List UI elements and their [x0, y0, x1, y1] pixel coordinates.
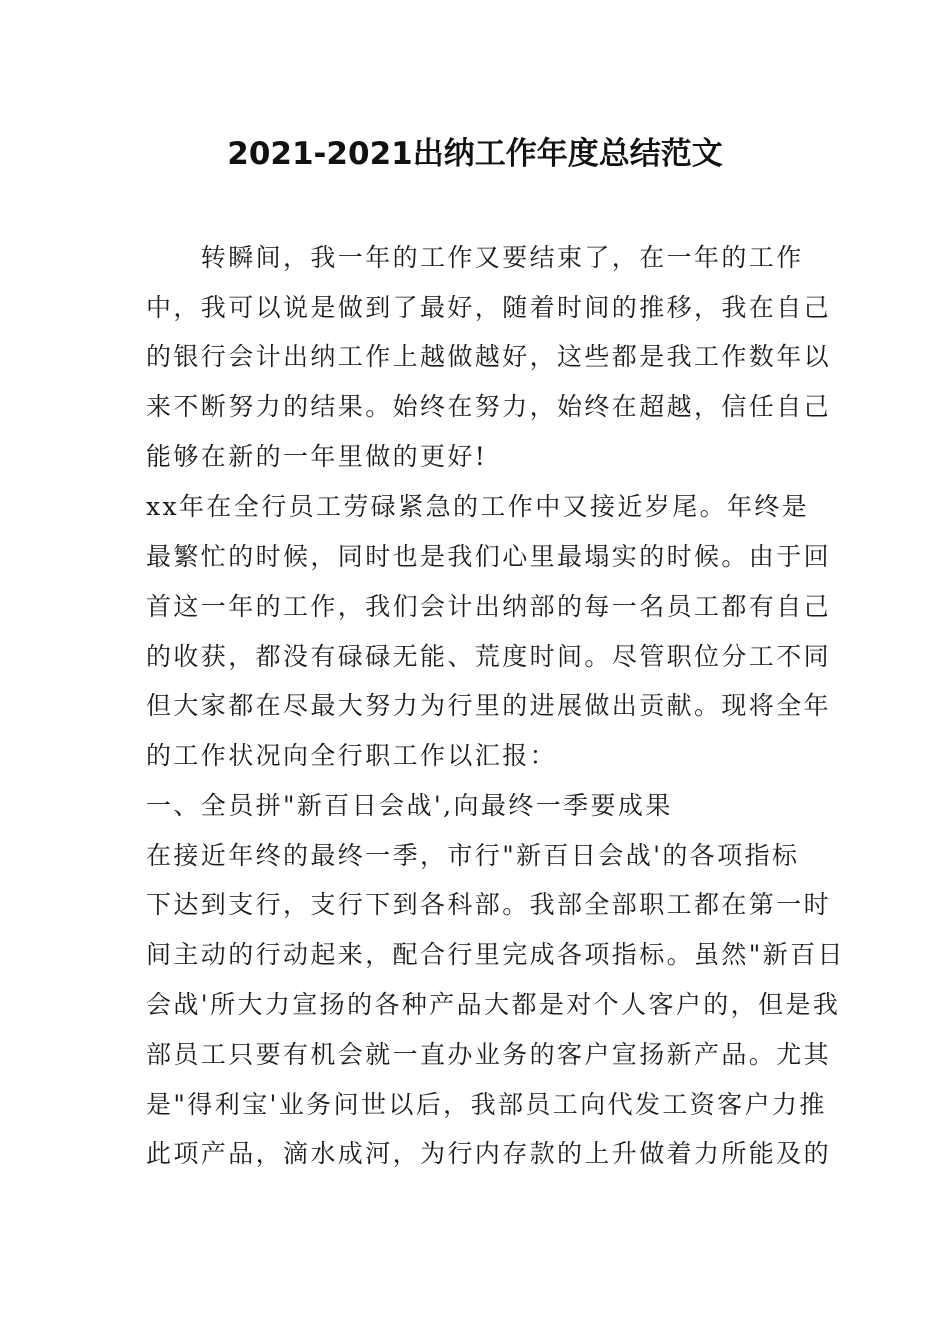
body-line: 的收获，都没有碌碌无能、荒度时间。尽管职位分工不同	[146, 642, 832, 671]
body-line: 下达到支行，支行下到各科部。我部全部职工都在第一时	[146, 890, 832, 919]
body-line: 的工作状况向全行职工作以汇报：	[146, 741, 558, 770]
body-line: 是"得利宝'业务问世以后，我部员工向代发工资客户力推	[146, 1090, 827, 1119]
body-line: 但大家都在尽最大努力为行里的进展做出贡献。现将全年	[146, 691, 832, 720]
body-line: 来不断努力的结果。始终在努力，始终在超越，信任自己	[146, 392, 832, 421]
body-line: 首这一年的工作，我们会计出纳部的每一名员工都有自己	[146, 592, 832, 621]
body-line: 最繁忙的时候，同时也是我们心里最塌实的时候。由于回	[146, 542, 832, 571]
body-line: 会战'所大力宣扬的各种产品大都是对个人客户的，但是我	[146, 990, 841, 1019]
document-title: 2021-2021出纳工作年度总结范文	[227, 136, 723, 172]
body-line: 能够在新的一年里做的更好!	[146, 442, 488, 471]
body-line: 转瞬间，我一年的工作又要结束了，在一年的工作	[146, 243, 804, 272]
body-line: 此项产品，滴水成河，为行内存款的上升做着力所能及的	[146, 1139, 832, 1168]
body-line: 间主动的行动起来，配合行里完成各项指标。虽然"新百日	[146, 940, 845, 969]
body-line: 中，我可以说是做到了最好，随着时间的推移，我在自己	[146, 293, 832, 322]
body-line: xx年在全行员工劳碌紧急的工作中又接近岁尾。年终是	[146, 492, 810, 521]
body-line: 的银行会计出纳工作上越做越好，这些都是我工作数年以	[146, 342, 832, 371]
section-heading: 一、全员拼"新百日会战',向最终一季要成果	[146, 791, 673, 820]
body-line: 部员工只要有机会就一直办业务的客户宣扬新产品。尤其	[146, 1040, 832, 1069]
body-line: 在接近年终的最终一季，市行"新百日会战'的各项指标	[146, 841, 800, 870]
